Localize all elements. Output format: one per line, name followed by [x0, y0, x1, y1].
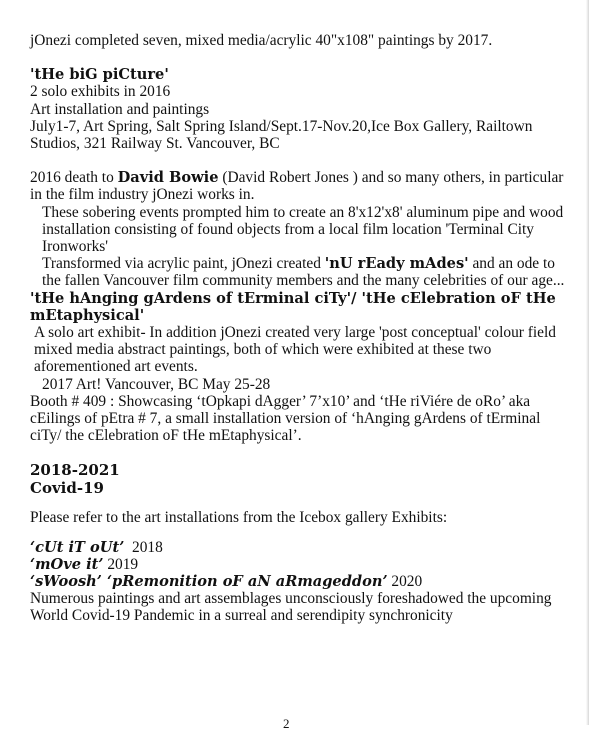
- exhibit-line: [30, 539, 570, 556]
- covid-years-heading: 2018-2021: [30, 461, 120, 480]
- ready-mades-post: and an ode to the fallen Vancouver film community members and the many celebrities of our age...: [42, 255, 565, 290]
- refer-paragraph: Please refer to the art installations from the Icebox gallery Exhibits:: [30, 509, 448, 527]
- ready-mades-paragraph: [30, 255, 570, 289]
- ready-mades-pre: Transformed via acrylic paint, jOnezi created: [42, 255, 325, 273]
- booth-paragraph: Booth # 409 : Showcasing ‘tOpkapi dAgger’ 7’x10’ and ‘tHe riViére de oRo’ aka cEilings of pEtra # 7, a small installation version of ‘hAnging gArdens of tErminal ciTy/ the cElebration oF tHe mEtaphysical’.: [30, 392, 541, 445]
- art-vancouver-line: 2017 Art! Vancouver, BC May 25-28: [42, 375, 271, 393]
- exhibit-title: ‘sWoosh’ ‘pRemonition oF aN aRmageddon’: [30, 573, 388, 591]
- hanging-gardens-title: 'tHe hAnging gArdens of tErminal ciTy'/ 'tHe cElebration oF tHe mEtaphysical': [30, 289, 556, 324]
- installation-paragraph: These sobering events prompted him to create an 8'x12'x8' aluminum pipe and wood installation consisting of found objects from a local film location 'Terminal City Ironworks': [42, 203, 564, 256]
- bowie-name: David Bowie: [117, 169, 219, 187]
- bowie-paragraph: [30, 169, 570, 203]
- exhibit-title: ‘cUt iT oUt’: [30, 538, 125, 556]
- exhibit-year: 2020: [391, 573, 423, 591]
- big-picture-line-2: Art installation and paintings: [30, 100, 210, 118]
- bowie-pre-text: 2016 death to: [30, 169, 118, 187]
- document-page: [30, 32, 570, 625]
- big-picture-line-1: 2 solo exhibits in 2016: [30, 83, 171, 101]
- exhibit-line: [30, 556, 570, 573]
- bowie-post-text: (David Robert Jones ) and so many others, in particular in the film industry jOnezi works in.: [30, 169, 564, 204]
- ready-mades-title: 'nU rEady mAdes': [324, 255, 469, 273]
- big-picture-title: 'tHe biG piCture': [30, 66, 169, 84]
- exhibit-year: 2019: [107, 555, 139, 573]
- exhibit-year: 2018: [132, 538, 163, 556]
- exhibit-title: ‘mOve it’: [30, 555, 104, 573]
- big-picture-line-3: July1-7, Art Spring, Salt Spring Island/Sept.17-Nov.20,Ice Box Gallery, Railtown Studios, 321 Railway St. Vancouver, BC: [30, 117, 533, 153]
- intro-paragraph: jOnezi completed seven, mixed media/acrylic 40"x108" paintings by 2017.: [30, 32, 493, 49]
- solo-exhibit-paragraph: A solo art exhibit- In addition jOnezi created very large 'post conceptual' colour field mixed media abstract paintings, both of which were exhibited at these two aforementioned art events.: [34, 324, 556, 376]
- page-number: 2: [283, 716, 290, 731]
- covid-title-heading: Covid-19: [30, 479, 104, 498]
- exhibit-line: [30, 573, 570, 590]
- closing-paragraph: Numerous paintings and art assemblages unconsciously foreshadowed the upcoming World Covid-19 Pandemic in a surreal and serendipity synchronicity: [30, 590, 552, 625]
